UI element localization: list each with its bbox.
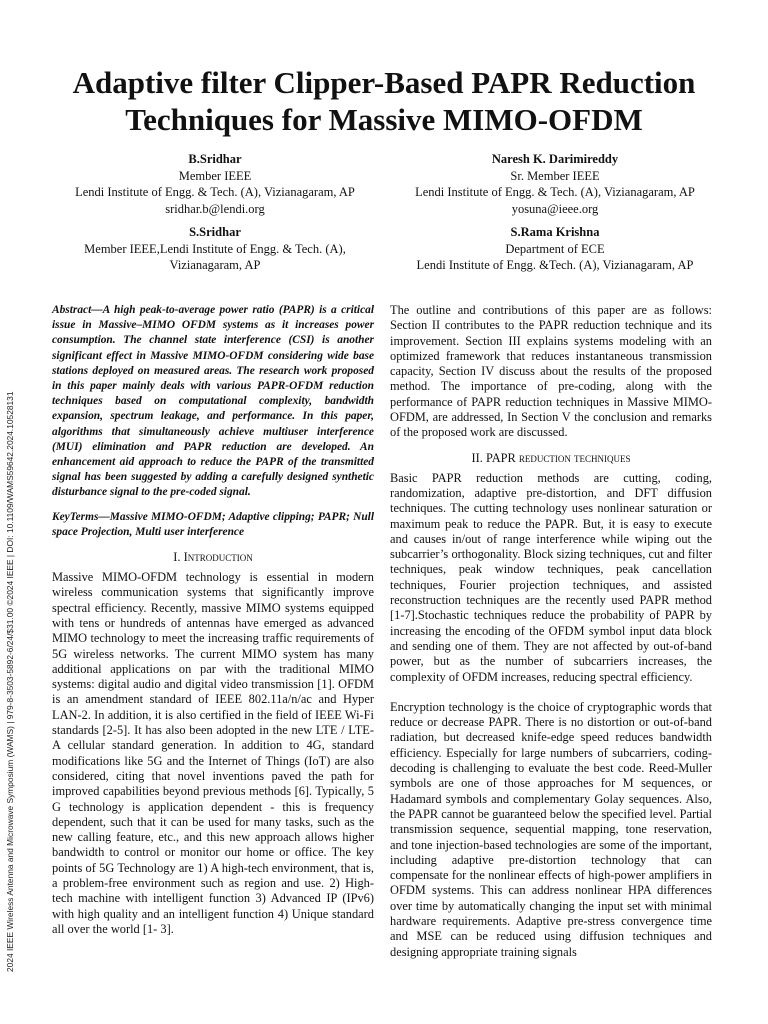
title-line-2: Techniques for Massive MIMO-OFDM xyxy=(125,102,643,137)
author-name: Naresh K. Darimireddy xyxy=(491,152,619,166)
author-affiliation: Lendi Institute of Engg. &Tech. (A), Vizianagaram, AP xyxy=(416,258,694,272)
section-heading-papr xyxy=(390,451,712,465)
author-name: S.Sridhar xyxy=(189,225,241,239)
author-email: sridhar.b@lendi.org xyxy=(165,201,265,216)
author-block-4 xyxy=(390,224,720,274)
author-block-1 xyxy=(50,151,380,217)
abstract xyxy=(52,303,374,501)
outline-paragraph: The outline and contributions of this paper are as follows: Section II contributes to the PAPR reduction technique and its improvement. Section III explains systems modeling with an optimized framework that reduces instantaneous transmission capacity, Section IV discuss about the results of the proposed method. The importance of pre-coding, along with the performance of PAPR reduction techniques in Massive MIMO-OFDM, are addressed, In Section V the conclusion and remarks of the proposed work are discussed. xyxy=(390,303,712,440)
author-email: yosuna@ieee.org xyxy=(511,201,599,216)
author-name: S.Rama Krishna xyxy=(510,225,600,239)
section-number: I. xyxy=(173,550,184,565)
author-location: Vizianagaram, AP xyxy=(169,258,261,272)
section-title: Introduction xyxy=(183,550,253,565)
keywords-label: KeyTerms— xyxy=(52,510,110,523)
abstract-label: Abstract— xyxy=(52,304,103,316)
keywords xyxy=(52,510,374,540)
author-department: Department of ECE xyxy=(505,241,605,256)
papr-paragraph-1: Basic PAPR reduction methods are cutting, coding, randomization, adaptive pre-distortion, and DFT diffusion techniques. The cutting technology uses nonlinear saturation or maximum peak to reduce the PAPR. But, it is easy to execute and causes in/out of range interference while wiping out the subcarrier’s orthogonality. Block sizing techniques, cut and filter techniques, peak window techniques, peak cancellation techniques, Fourier projection techniques, and assisted reconstruction techniques are the recently used PAPR method [1-7].Stochastic techniques reduce the probability of PAPR by increasing the encoding of the OFDM symbol input data block and sending one of them. They are not affected by out-of-band power, but as the number of subcarriers increases, the complexity of OFDM increases, reducing spectral efficiency. xyxy=(390,470,712,684)
introduction-paragraph: Massive MIMO-OFDM technology is essential in modern wireless communication systems that significantly improve spectral efficiency. Recently, massive MIMO systems equipped with tens or hundreds of antennas have emerged as advanced MIMO technology to meet the increasing traffic requirements of 5G wireless networks. The current MIMO system has many additional applications on par with the traditional MIMO systems: digital audio and digital video transmission [1]. OFDM is an amendment standard of IEEE 802.11a/n/ac and Hyper LAN-2. In addition, it is also certified in the field of IEEE Wi-Fi standards [2-5]. It has also been adopted in the new LTE / LTE-A cellular standard generation. In addition to 4G, standard modifications like 5G and the Internet of Things (IoT) are also considered, citing that novel inventions paved the path for improved capabilities beyond previous methods [6]. Typically, 5 G technology is application dependent - this is frequency dependent, such that it can be used for many tasks, such as the new calling feature, etc., and this new approach allows higher bandwidth to control or monitor our home or office. The key points of 5G Technology are 1) A high-tech environment, that is, a problem-free environment such as region and use. 2) High-tech machine with intelligent function 3) Advanced IP (IPv6) with high quality and an intelligent function 4) Unique standard all over the world [1- 3]. xyxy=(52,570,374,936)
author-block-2 xyxy=(390,151,720,217)
publication-identifier-strip xyxy=(4,292,26,972)
author-affiliation: Member IEEE,Lendi Institute of Engg. & Tech. (A), xyxy=(84,241,346,256)
right-column xyxy=(390,303,712,960)
author-membership: Sr. Member IEEE xyxy=(510,168,600,183)
author-membership: Member IEEE xyxy=(178,168,252,183)
papr-paragraph-2: Encryption technology is the choice of cryptographic words that reduce or decrease PAPR. There is no distortion or out-of-band radiation, but decreased knife-edge speed reduces bandwidth efficiency. Especially for large numbers of subcarriers, coding-decoding is challenging to evaluate the best code. Reed-Muller symbols are one of those approaches for M sequences, or Hadamard symbols and complementary Golay sequences. Also, the PAPR cannot be guaranteed below the specified level. Partial transmission sequence, sequential mapping, tone reservation, and tone injection-based technologies are some of the important, including adaptive pre-distortion technology that can compensate for the nonlinear effects of high-power amplifiers in OFDM systems. This can address nonlinear HPA differences over time by automatically changing the input set with minimal hardware requirements. Adaptive pre-stress convergence time and MSE can be reduced using diffusion techniques and designing appropriate training signals xyxy=(390,699,712,959)
publication-identifier: 2024 IEEE Wireless Antenna and Microwave Symposium (WAMS) | 979-8-3503-5892-6/24/$31.00 ©2024 IEEE | DOI: 10.1109/WAMS59642.2024.10528131 xyxy=(5,391,15,972)
left-column xyxy=(52,303,374,937)
author-name: B.Sridhar xyxy=(188,152,242,166)
keywords-text: Massive MIMO-OFDM; Adaptive clipping; PAPR; Null space Projection, Multi user interference xyxy=(52,510,374,538)
section-title: reduction techniques xyxy=(518,450,631,465)
paper-title xyxy=(40,64,728,138)
author-affiliation: Lendi Institute of Engg. & Tech. (A), Vizianagaram, AP xyxy=(75,185,355,199)
paragraph-gap xyxy=(390,685,712,700)
author-affiliation: Lendi Institute of Engg. & Tech. (A), Vizianagaram, AP xyxy=(415,185,695,199)
section-heading-introduction xyxy=(52,550,374,564)
title-line-1: Adaptive filter Clipper-Based PAPR Reduction xyxy=(72,65,696,100)
abstract-text: A high peak-to-average power ratio (PAPR) is a critical issue in Massive–MIMO OFDM systems as it increases power consumption. The channel state interference (CSI) is another significant effect in Massive MIMO-OFDM considering wide base stations deployed on measured areas. The research work proposed in this paper mainly deals with various PAPR-OFDM reduction techniques based on computational complexity, bandwidth expansion, spectrum leakage, and performance. In this paper, algorithms that simultaneously achieve multiuser interference (MUI) elimination and PAPR reduction are developed. An enhancement aid approach to reduce the PAPR of the transmitted signal has been suggested by adding a carefully designed synthetic disturbance signal to the pre-coded signal. xyxy=(52,304,374,499)
author-block-3 xyxy=(50,224,380,274)
section-number: II. PAPR xyxy=(471,450,519,465)
